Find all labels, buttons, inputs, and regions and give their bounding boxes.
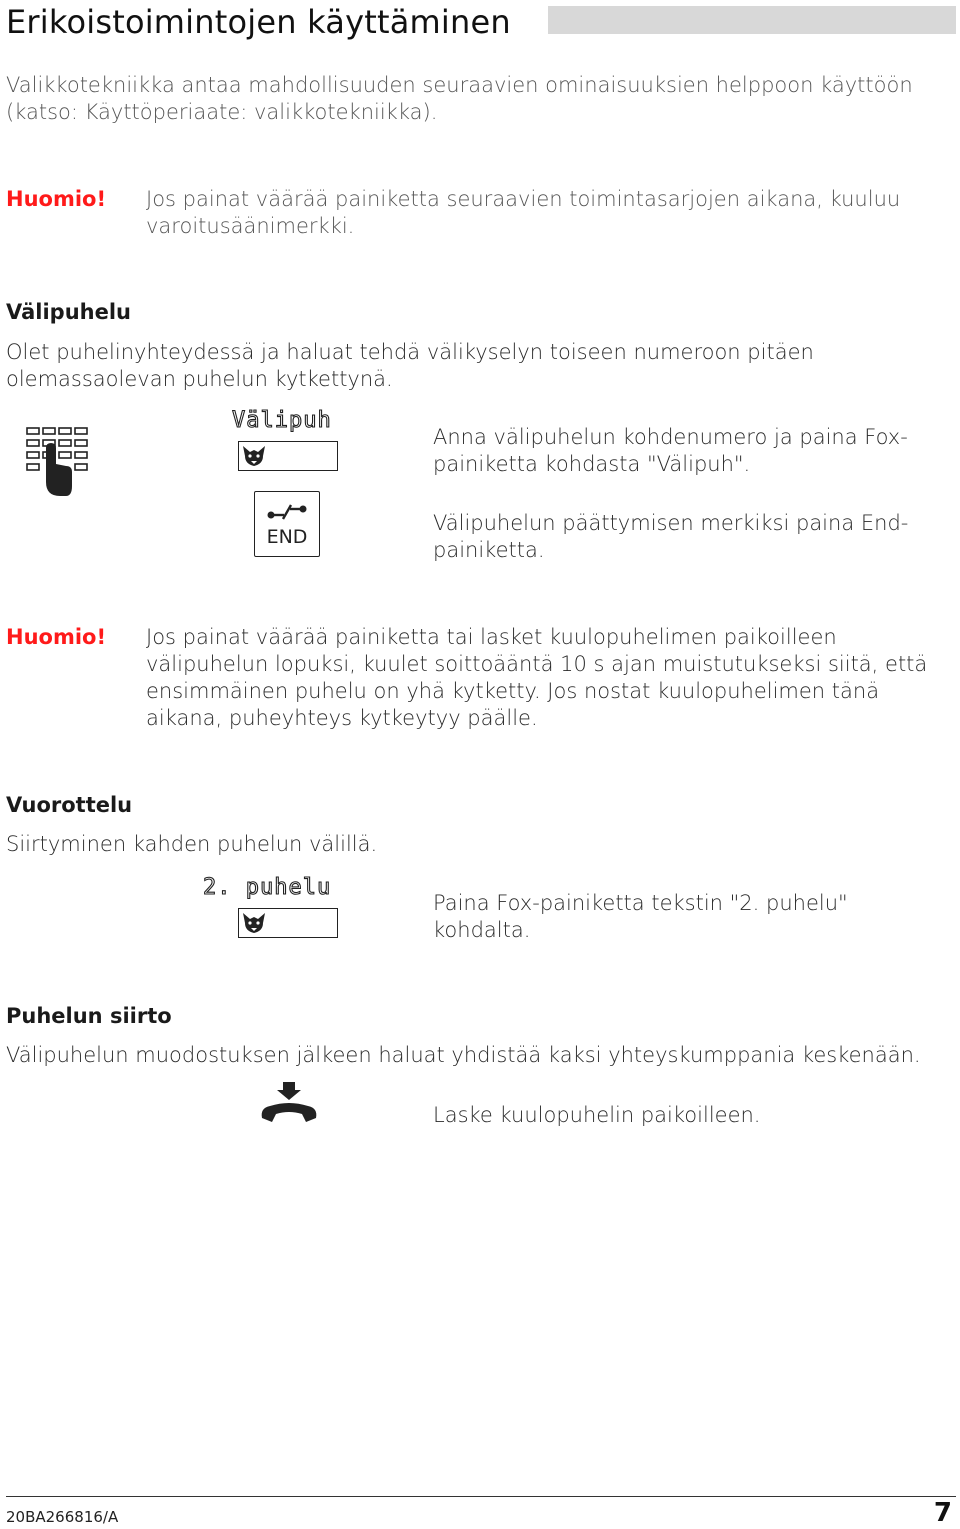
vuorottelu-step-line-1: Paina Fox-painiketta tekstin "2. puhelu" xyxy=(433,891,848,915)
page-title: Erikoistoimintojen käyttäminen xyxy=(6,3,511,41)
footer-divider xyxy=(6,1496,956,1497)
lcd-display-2-puhelu: 2. puhelu xyxy=(203,875,332,900)
note2-line-2: välipuhelun lopuksi, kuulet soittoääntä 10 s ajan muistutukseksi siitä, että xyxy=(146,652,928,676)
valipuhelu-step1-line-1: Anna välipuhelun kohdenumero ja paina Fox- xyxy=(433,425,908,449)
valipuhelu-step2-line-2: painiketta. xyxy=(433,538,545,562)
note1-label: Huomio! xyxy=(6,187,107,211)
end-key-button[interactable] xyxy=(254,491,320,557)
fox-key-icon xyxy=(241,911,267,935)
end-key-label: END xyxy=(266,526,308,548)
document-code: 20BA266816/A xyxy=(6,1508,119,1526)
valipuhelu-step1-line-2: painiketta kohdasta "Välipuh". xyxy=(433,452,751,476)
section-heading-valipuhelu: Välipuhelu xyxy=(6,300,131,324)
section-heading-puhelun-siirto: Puhelun siirto xyxy=(6,1004,172,1028)
vuorottelu-step-line-2: kohdalta. xyxy=(433,918,531,942)
keypad-hand-icon xyxy=(26,426,90,498)
valipuhelu-desc-2: olemassaolevan puhelun kytkettynä. xyxy=(6,367,393,391)
note1-line-1: Jos painat väärää painiketta seuraavien toimintasarjojen aikana, kuuluu xyxy=(146,187,901,211)
note2-line-1: Jos painat väärää painiketta tai lasket kuulopuhelimen paikoilleen xyxy=(146,625,837,649)
title-decoration-bar xyxy=(548,6,956,34)
fox-key-button[interactable] xyxy=(238,441,338,471)
vuorottelu-desc: Siirtyminen kahden puhelun välillä. xyxy=(6,832,378,856)
note1-line-2: varoitusäänimerkki. xyxy=(146,214,355,238)
fox-key-icon xyxy=(241,444,267,468)
intro-line-2: (katso: Käyttöperiaate: valikkotekniikka). xyxy=(6,100,438,124)
intro-line-1: Valikkotekniikka antaa mahdollisuuden seuraavien ominaisuuksien helppoon käyttöön xyxy=(6,73,913,97)
note2-line-3: ensimmäinen puhelu on yhä kytketty. Jos nostat kuulopuhelimen tänä xyxy=(146,679,880,703)
valipuhelu-desc-1: Olet puhelinyhteydessä ja haluat tehdä välikyselyn toiseen numeroon pitäen xyxy=(6,340,814,364)
valipuhelu-step2-line-1: Välipuhelun päättymisen merkiksi paina End- xyxy=(433,511,909,535)
end-call-icon xyxy=(267,500,307,522)
section-heading-vuorottelu: Vuorottelu xyxy=(6,793,133,817)
lcd-display-valipuh: Välipuh xyxy=(232,408,332,433)
note2-line-4: aikana, puheyhteys kytkeytyy päälle. xyxy=(146,706,538,730)
puhelun-siirto-desc: Välipuhelun muodostuksen jälkeen haluat yhdistää kaksi yhteyskumppania keskenään. xyxy=(6,1043,921,1067)
note2-label: Huomio! xyxy=(6,625,107,649)
fox-key-button-2[interactable] xyxy=(238,908,338,938)
puhelun-siirto-step: Laske kuulopuhelin paikoilleen. xyxy=(433,1103,761,1127)
page-number: 7 xyxy=(933,1498,952,1528)
handset-down-icon xyxy=(258,1080,320,1126)
